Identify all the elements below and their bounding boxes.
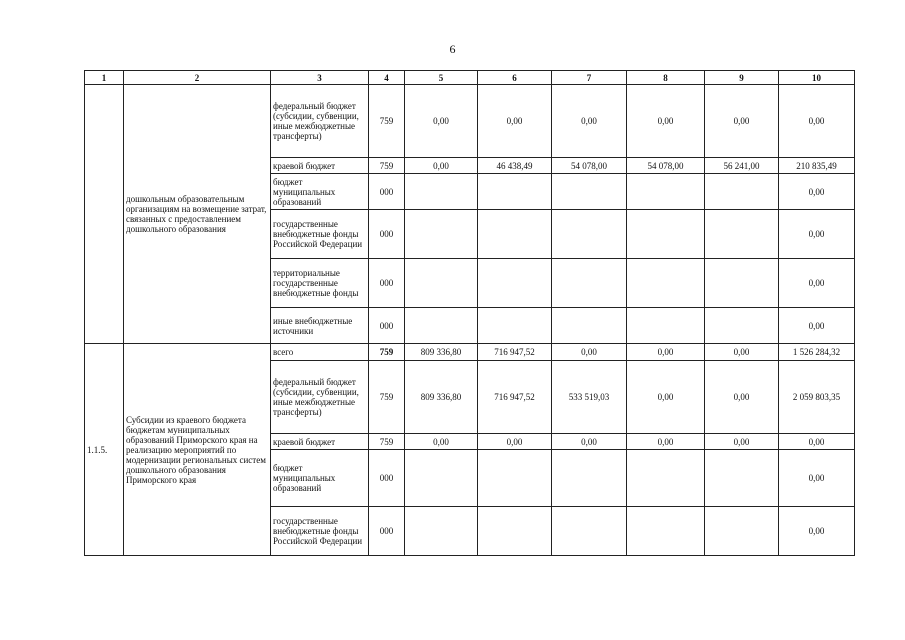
value-cell xyxy=(627,450,705,507)
value-cell xyxy=(405,259,478,308)
table-row xyxy=(85,344,855,361)
header-row xyxy=(85,71,855,85)
header-cell: 4 xyxy=(369,71,405,85)
value-cell: 54 078,00 xyxy=(627,158,705,174)
funding-source: иные внебюджетные источники xyxy=(271,308,369,344)
value-cell: 0,00 xyxy=(705,434,779,450)
value-cell: 0,00 xyxy=(627,344,705,361)
value-cell: 0,00 xyxy=(705,85,779,158)
value-cell xyxy=(627,174,705,210)
value-cell: 0,00 xyxy=(779,434,855,450)
value-cell: 0,00 xyxy=(779,210,855,259)
value-cell: 46 438,49 xyxy=(478,158,552,174)
code-cell: 759 xyxy=(369,85,405,158)
value-cell xyxy=(405,507,478,556)
value-cell xyxy=(552,210,627,259)
value-cell: 210 835,49 xyxy=(779,158,855,174)
value-cell: 0,00 xyxy=(779,259,855,308)
value-cell xyxy=(705,210,779,259)
value-cell xyxy=(478,210,552,259)
value-cell: 0,00 xyxy=(405,158,478,174)
code-cell: 000 xyxy=(369,308,405,344)
value-cell xyxy=(478,450,552,507)
value-cell: 54 078,00 xyxy=(552,158,627,174)
funding-source: государственные внебюджетные фонды Российской Федерации xyxy=(271,210,369,259)
value-cell xyxy=(552,259,627,308)
value-cell: 0,00 xyxy=(478,434,552,450)
header-cell: 2 xyxy=(124,71,271,85)
budget-table xyxy=(84,70,855,556)
value-cell xyxy=(405,174,478,210)
value-cell xyxy=(478,308,552,344)
value-cell xyxy=(705,450,779,507)
value-cell xyxy=(627,259,705,308)
funding-source: территориальные государственные внебюджетные фонды xyxy=(271,259,369,308)
value-cell xyxy=(705,507,779,556)
row-code: 1.1.5. xyxy=(85,344,124,556)
value-cell: 0,00 xyxy=(779,174,855,210)
value-cell xyxy=(705,174,779,210)
value-cell xyxy=(552,308,627,344)
value-cell: 0,00 xyxy=(405,85,478,158)
value-cell xyxy=(552,174,627,210)
value-cell: 2 059 803,35 xyxy=(779,361,855,434)
code-cell: 000 xyxy=(369,259,405,308)
value-cell: 0,00 xyxy=(478,85,552,158)
value-cell: 0,00 xyxy=(552,434,627,450)
value-cell: 0,00 xyxy=(627,361,705,434)
value-cell xyxy=(405,450,478,507)
value-cell xyxy=(478,174,552,210)
header-cell: 9 xyxy=(705,71,779,85)
value-cell: 809 336,80 xyxy=(405,361,478,434)
funding-source: бюджет муниципальных образований xyxy=(271,450,369,507)
row-description: Субсидии из краевого бюджета бюджетам муниципальных образований Приморского края на реализацию мероприятий по модернизации региональных систем дошкольного образования Приморского края xyxy=(124,344,271,556)
value-cell: 56 241,00 xyxy=(705,158,779,174)
value-cell: 0,00 xyxy=(779,507,855,556)
code-cell: 000 xyxy=(369,174,405,210)
value-cell xyxy=(627,507,705,556)
funding-source: федеральный бюджет (субсидии, субвенции, иные межбюджетные трансферты) xyxy=(271,361,369,434)
value-cell: 0,00 xyxy=(552,344,627,361)
value-cell xyxy=(478,259,552,308)
funding-source: краевой бюджет xyxy=(271,434,369,450)
value-cell xyxy=(552,450,627,507)
value-cell: 0,00 xyxy=(779,85,855,158)
value-cell xyxy=(705,259,779,308)
value-cell xyxy=(478,507,552,556)
code-cell: 000 xyxy=(369,507,405,556)
value-cell xyxy=(405,210,478,259)
value-cell: 0,00 xyxy=(779,450,855,507)
header-cell: 8 xyxy=(627,71,705,85)
value-cell: 0,00 xyxy=(779,308,855,344)
header-cell: 3 xyxy=(271,71,369,85)
value-cell: 716 947,52 xyxy=(478,344,552,361)
table-row xyxy=(85,85,855,158)
code-cell: 759 xyxy=(369,434,405,450)
value-cell: 0,00 xyxy=(705,361,779,434)
code-cell: 000 xyxy=(369,450,405,507)
value-cell: 0,00 xyxy=(627,434,705,450)
value-cell xyxy=(627,210,705,259)
header-cell: 7 xyxy=(552,71,627,85)
value-cell: 1 526 284,32 xyxy=(779,344,855,361)
code-cell: 000 xyxy=(369,210,405,259)
code-cell: 759 xyxy=(369,344,405,361)
value-cell: 0,00 xyxy=(627,85,705,158)
value-cell: 533 519,03 xyxy=(552,361,627,434)
value-cell: 0,00 xyxy=(405,434,478,450)
value-cell: 0,00 xyxy=(705,344,779,361)
header-cell: 10 xyxy=(779,71,855,85)
row-description: дошкольным образовательным организациям на возмещение затрат, связанных с предоставлением дошкольного образования xyxy=(124,85,271,344)
value-cell xyxy=(627,308,705,344)
header-cell: 6 xyxy=(478,71,552,85)
code-cell: 759 xyxy=(369,361,405,434)
value-cell: 809 336,80 xyxy=(405,344,478,361)
value-cell: 716 947,52 xyxy=(478,361,552,434)
value-cell: 0,00 xyxy=(552,85,627,158)
code-cell: 759 xyxy=(369,158,405,174)
value-cell xyxy=(552,507,627,556)
funding-source: краевой бюджет xyxy=(271,158,369,174)
header-cell: 5 xyxy=(405,71,478,85)
header-cell: 1 xyxy=(85,71,124,85)
value-cell xyxy=(405,308,478,344)
funding-source: государственные внебюджетные фонды Российской Федерации xyxy=(271,507,369,556)
funding-source: всего xyxy=(271,344,369,361)
funding-source: бюджет муниципальных образований xyxy=(271,174,369,210)
page-number: 6 xyxy=(449,42,456,56)
value-cell xyxy=(705,308,779,344)
row-code xyxy=(85,85,124,344)
funding-source: федеральный бюджет (субсидии, субвенции, иные межбюджетные трансферты) xyxy=(271,85,369,158)
